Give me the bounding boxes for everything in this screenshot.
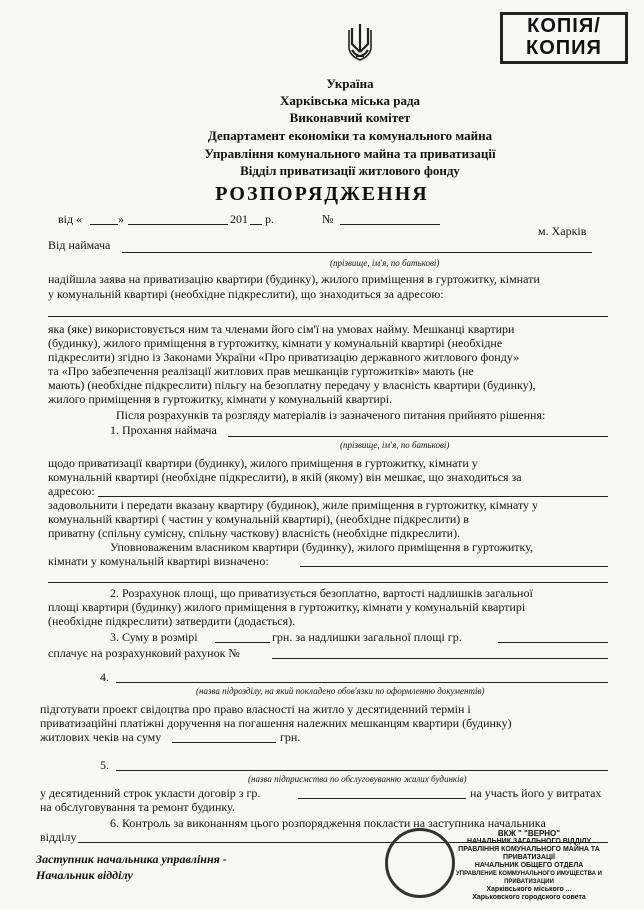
date-close-quote: » <box>118 212 124 226</box>
item1-text-6: приватну (спільну сумісну, спільну часткову) власність (необхідне підкреслити). <box>48 526 461 540</box>
item2-text-1: 2. Розрахунок площі, що приватизується безоплатно, вартості надлишків загальної <box>110 586 533 600</box>
copy-stamp-line1: КОПІЯ/ <box>527 15 601 37</box>
verified-copy-stamp <box>444 830 614 900</box>
header-department: Департамент економіки та комунального майна <box>207 128 493 143</box>
date-month-line <box>128 224 228 225</box>
owner-line-2 <box>48 582 608 583</box>
paragraph-usage-2: (будинку), жилого приміщення в гуртожитку, кімнати у комунальній квартирі (необхідне <box>48 336 503 350</box>
trident-emblem-icon <box>346 22 374 66</box>
item4-text-3: житлових чеків на суму <box>40 730 162 744</box>
item1-text-7: Уповноваженим власником квартири (будинку), жилого приміщення в гуртожитку, <box>110 540 534 554</box>
item1-text-5: комунальній квартирі ( частин у комунальній квартирі), (необхідне підкреслити) в <box>48 512 469 526</box>
item2-text-2: площі квартири (будинку) жилого приміщення в гуртожитку, кімнати у комунальній квартирі <box>48 600 526 614</box>
item5-company-line <box>116 770 608 771</box>
footer-position-2: Начальник відділу <box>36 868 133 882</box>
item4-number: 4. <box>100 670 109 684</box>
item3-account-line <box>272 658 608 659</box>
city-label: м. Харків <box>538 224 587 238</box>
owner-line-1 <box>300 566 608 567</box>
item6-text-1: 6. Контроль за виконанням цього розпорядження покласти на заступника начальника <box>110 816 546 830</box>
from-tenant-label: Від наймача <box>48 238 111 252</box>
paragraph-decision: Після розрахунків та розгляду матеріалів із зазначеного питання прийнято рішення: <box>116 408 546 422</box>
date-year-label: 201 <box>230 212 248 226</box>
item1-text-4: задовольнити і передати вказану квартиру (будинок), жиле приміщення в гуртожитку, кімнату у <box>48 498 539 512</box>
item1-text-3: адресою: <box>48 484 95 498</box>
item5-number: 5. <box>100 758 109 772</box>
tenant-name-line <box>122 252 592 253</box>
date-year-line <box>250 224 262 225</box>
item4-text-2: приватизаційні платіжні доручення на погашення належних мешканцям квартири (будинку) <box>40 716 512 730</box>
seal-line-5: НАЧАЛЬНИК ОБЩЕГО ОТДЕЛА <box>474 862 584 869</box>
copy-stamp-line2: КОПИЯ <box>526 37 602 59</box>
item5-text-3: на обслуговування та ремонт будинку. <box>40 800 235 814</box>
item4-hint: (назва підрозділу, на який покладено обов'язки по оформленню документів) <box>196 686 485 696</box>
item1-address-line <box>98 496 608 497</box>
date-day-line <box>90 224 118 225</box>
item3-person-line <box>498 642 608 643</box>
item1-lead: 1. Прохання наймача <box>110 423 217 437</box>
header-council: Харківська міська рада <box>279 93 421 108</box>
item1-text-1: щодо приватизації квартири (будинку), жилого приміщення в гуртожитку, кімнати у <box>48 456 478 470</box>
paragraph-usage-1: яка (яке) використовується ним та членами його сім'ї на умовах найму. Мешканці квартири <box>48 322 515 336</box>
paragraph-usage-3: підкреслити) згідно із Законами України «Про приватизацію державного житлового фонду» <box>48 350 520 364</box>
doc-number-line <box>340 224 440 225</box>
item4-unit-line <box>116 682 608 683</box>
item1-tenant-line <box>228 436 608 437</box>
header-committee: Виконавчий комітет <box>289 110 411 125</box>
fio-hint-2: (прізвище, ім'я, по батькові) <box>340 440 450 450</box>
item5-text-1: у десятиденний строк укласти договір з гр. <box>40 786 261 800</box>
item4-text-1: підготувати проект свідоцтва про право власності на житло у десятиденний термін і <box>40 702 471 716</box>
item1-text-2: комунальній квартирі (необхідне підкреслити), в якій (якому) він мешкає, що знаходиться за <box>48 470 522 484</box>
doc-number-label: № <box>322 212 334 226</box>
header-division: Відділ приватизації житлового фонду <box>240 163 460 178</box>
paragraph-usage-5: мають) (необхідне підкреслити) пільгу на безоплатну передачу у власність квартири (будинку), <box>48 378 536 392</box>
paragraph-usage-4: та «Про забезпечення реалізації житлових прав мешканців гуртожитків» мають (не <box>48 364 474 378</box>
seal-line-8: Харьковского городского совета <box>472 894 586 901</box>
paragraph-application: надійшла заява на приватизацію квартири (будинку), жилого приміщення в гуртожитку, кімнати <box>48 272 540 286</box>
fio-hint-1: (прізвище, ім'я, по батькові) <box>330 258 440 268</box>
item4-grn-label: грн. <box>280 730 301 744</box>
item5-person-line <box>298 798 466 799</box>
document-title: РОЗПОРЯДЖЕННЯ <box>215 183 429 205</box>
paragraph-address-intro: у комунальній квартирі (необхідне підкреслити), що знаходиться за адресою: <box>48 287 444 301</box>
date-from-label: від « <box>58 212 83 226</box>
item3-text-3: сплачує на розрахунковий рахунок № <box>48 646 240 660</box>
item5-text-2: на участь його у витратах <box>470 786 602 800</box>
item3-text-2: грн. за надлишки загальної площі гр. <box>272 630 462 644</box>
seal-line-2: НАЧАЛЬНИК ЗАГАЛЬНОГО ВІДДІЛУ <box>467 838 591 845</box>
item2-text-3: (необхідне підкреслити) затвердити (додається). <box>48 614 296 628</box>
copy-stamp <box>500 12 628 64</box>
address-line-1 <box>48 316 608 317</box>
item1-text-8: кімнати у комунальній квартирі визначено: <box>48 554 269 568</box>
date-r-label: р. <box>265 212 274 226</box>
item3-sum-line <box>215 642 270 643</box>
seal-line-1: ВКЖ " "ВЕРНО" <box>497 829 561 838</box>
seal-line-6: УПРАВЛЕНИЕ КОММУНАЛЬНОГО ИМУЩЕСТВА И ПРИВАТИЗАЦИИ <box>456 871 602 885</box>
header-country: Україна <box>326 76 374 91</box>
item4-sum-line <box>172 742 276 743</box>
item5-hint: (назва підприємства по обслуговуванню жилих будинків) <box>248 774 467 784</box>
paragraph-usage-6: жилого приміщення в гуртожитку, кімнати у комунальній квартирі. <box>48 392 393 406</box>
item3-text-1: 3. Суму в розмірі <box>110 630 198 644</box>
seal-line-4: ПРИВАТИЗАЦІЇ <box>503 854 555 861</box>
seal-line-7: Харківського міського ... <box>486 886 572 893</box>
seal-line-3: ПРАВЛІННЯ КОМУНАЛЬНОГО МАЙНА ТА <box>458 846 600 853</box>
footer-position-1: Заступник начальника управління - <box>36 852 227 866</box>
header-administration: Управління комунального майна та приватизації <box>204 146 496 161</box>
item6-text-2: відділу <box>40 830 77 844</box>
